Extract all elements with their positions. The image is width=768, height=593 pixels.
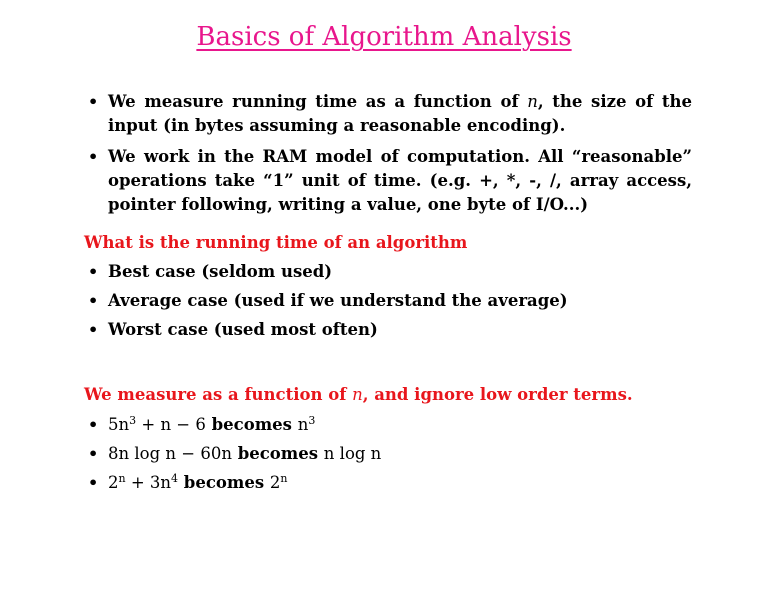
expr-1-result-exp: 3	[308, 414, 316, 427]
expr-3-term-a: 2	[108, 473, 119, 492]
bullet-icon: •	[88, 92, 99, 111]
bullet-icon: •	[88, 415, 99, 434]
expr-2-result: n log n	[323, 444, 382, 463]
expr-1-result-base: n	[297, 415, 309, 434]
bullet-icon: •	[88, 291, 99, 310]
intro-list	[86, 90, 692, 217]
slide-title: Basics of Algorithm Analysis	[196, 22, 572, 52]
becomes-label: becomes	[183, 473, 265, 492]
expr-3-term-b: + 3n	[125, 473, 172, 492]
expr-1	[108, 415, 206, 434]
list-item	[86, 145, 692, 217]
expr-1-result	[298, 415, 316, 434]
bullet-icon: •	[88, 320, 99, 339]
case-average: Average case (used if we understand the average)	[108, 291, 568, 310]
bullet-icon: •	[88, 444, 99, 463]
section-heading-measure	[84, 383, 633, 407]
section-heading-running-time: What is the running time of an algorithm	[84, 233, 468, 252]
bullet-icon: •	[88, 147, 99, 166]
case-worst: Worst case (used most often)	[108, 320, 378, 339]
intro-text-1-post: , the size of the input (in bytes assuming a reasonable encoding).	[108, 92, 692, 135]
case-best: Best case (seldom used)	[108, 262, 333, 281]
expr-1-term-b: + n − 6	[136, 415, 206, 434]
expr-1-exp-a: 3	[129, 414, 137, 427]
case-list	[86, 260, 692, 347]
expr-2: 8n log n − 60n	[108, 444, 232, 463]
list-item	[86, 442, 692, 466]
becomes-label: becomes	[211, 415, 292, 434]
list-item	[86, 90, 692, 138]
becomes-label: becomes	[237, 444, 319, 463]
list-item	[86, 318, 692, 342]
variable-n: n	[527, 92, 538, 111]
variable-n: n	[352, 385, 363, 404]
heading-measure-pre: We measure as a function of	[84, 385, 353, 404]
list-item	[86, 413, 692, 437]
expr-3	[108, 473, 178, 492]
expr-3-result-base: 2	[269, 473, 281, 492]
expr-3-exp-b: 4	[171, 472, 179, 485]
bullet-icon: •	[88, 473, 99, 492]
bullet-icon: •	[88, 262, 99, 281]
list-item	[86, 260, 692, 284]
expr-3-result	[270, 473, 288, 492]
list-item	[86, 289, 692, 313]
intro-text-2: We work in the RAM model of computation. All “reasonable” operations take “1” unit of time. (e.g. +, *, -, /, array access, pointer following, writing a value, one byte of I/O...)	[108, 147, 692, 214]
expr-3-exp-a: n	[118, 472, 126, 485]
example-list	[86, 413, 692, 500]
heading-measure-post: , and ignore low order terms.	[362, 385, 633, 404]
list-item	[86, 471, 692, 495]
intro-text-1-pre: We measure running time as a function of	[108, 92, 528, 111]
expr-1-term-a: 5n	[108, 415, 130, 434]
expr-3-result-exp: n	[280, 472, 288, 485]
